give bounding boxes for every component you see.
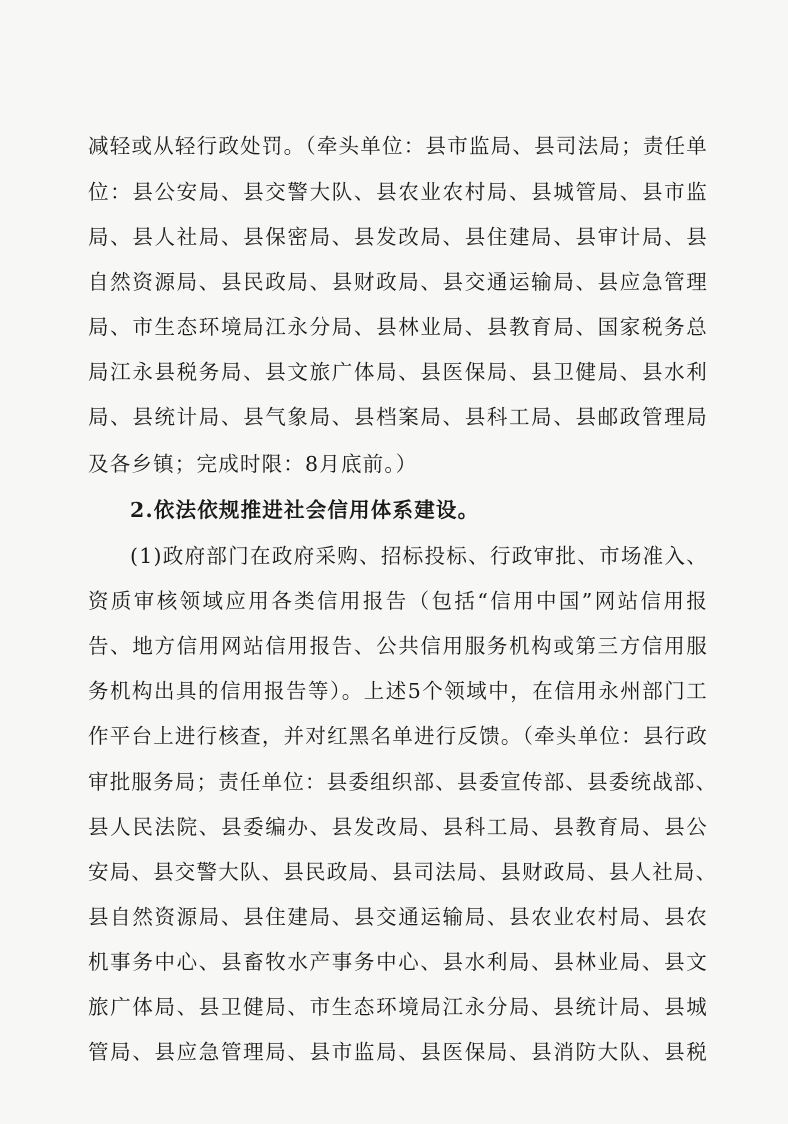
body-text-line: 作平台上进行核查，并对红黑名单进行反馈。（牵头单位：县行政 — [88, 724, 708, 748]
body-text-line: 管局、县应急管理局、县市监局、县医保局、县消防大队、县税 — [88, 1040, 708, 1064]
body-text-line: 县人民法院、县委编办、县发改局、县科工局、县教育局、县公 — [88, 815, 708, 839]
body-text-line: 局、县人社局、县保密局、县发改局、县住建局、县审计局、县 — [88, 225, 708, 249]
section-heading: 2.依法依规推进社会信用体系建设。 — [130, 498, 480, 522]
body-text-line: 位：县公安局、县交警大队、县农业农村局、县城管局、县市监 — [88, 180, 708, 204]
body-text-line: 县自然资源局、县住建局、县交通运输局、县农业农村局、县农 — [88, 905, 708, 929]
body-text-line: 安局、县交警大队、县民政局、县司法局、县财政局、县人社局、 — [88, 860, 718, 884]
body-text-line: 减轻或从轻行政处罚。（牵头单位：县市监局、县司法局；责任单 — [88, 134, 708, 158]
body-text-line: 局江永县税务局、县文旅广体局、县医保局、县卫健局、县水利 — [88, 360, 708, 384]
body-text-line: (1)政府部门在政府采购、招标投标、行政审批、市场准入、 — [130, 544, 708, 568]
body-text-line: 局、县统计局、县气象局、县档案局、县科工局、县邮政管理局 — [88, 405, 708, 429]
body-text-line: 务机构出具的信用报告等）。上述5个领域中，在信用永州部门工 — [88, 679, 708, 703]
body-text-line: 告、地方信用网站信用报告、公共信用服务机构或第三方信用服 — [88, 634, 708, 658]
body-text-line: 及各乡镇；完成时限：8月底前。） — [88, 452, 418, 476]
body-text-line: 机事务中心、县畜牧水产事务中心、县水利局、县林业局、县文 — [88, 950, 708, 974]
body-text-line: 审批服务局；责任单位：县委组织部、县委宣传部、县委统战部、 — [88, 770, 718, 794]
body-text-line: 自然资源局、县民政局、县财政局、县交通运输局、县应急管理 — [88, 270, 708, 294]
body-text-line: 资质审核领域应用各类信用报告（包括“信用中国”网站信用报 — [88, 589, 708, 613]
body-text-line: 旅广体局、县卫健局、市生态环境局江永分局、县统计局、县城 — [88, 995, 708, 1019]
body-text-line: 局、市生态环境局江永分局、县林业局、县教育局、国家税务总 — [88, 315, 708, 339]
